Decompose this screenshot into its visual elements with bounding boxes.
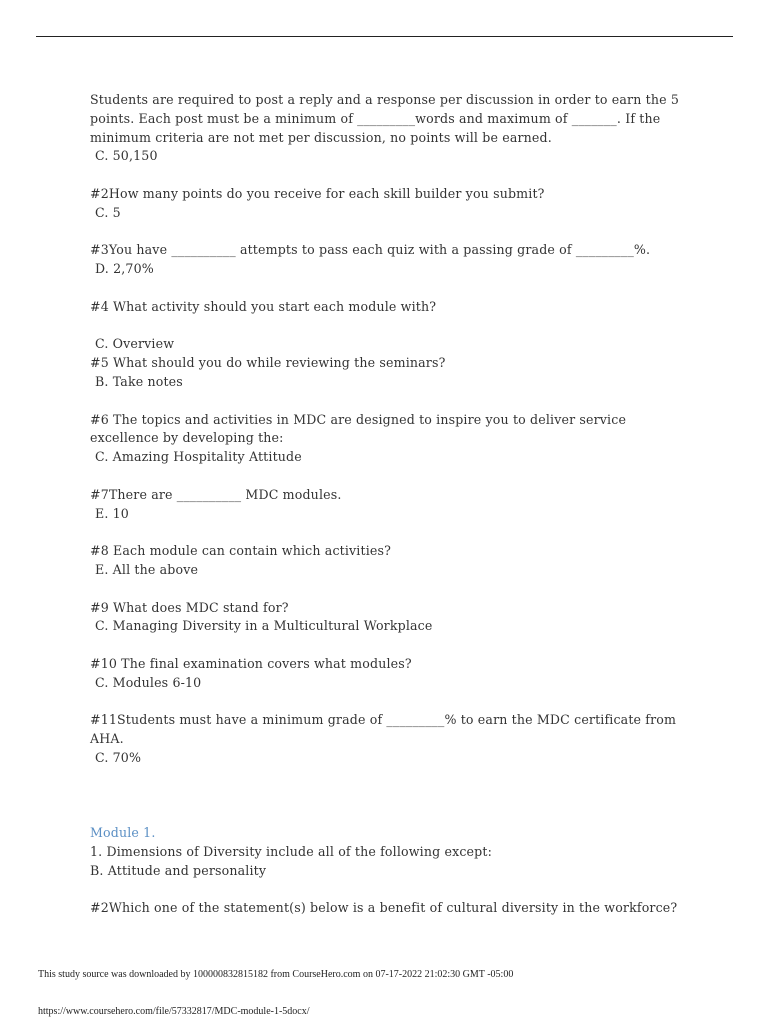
question-6-line-1: #6 The topics and activities in MDC are designed to inspire you to deliver service — [90, 411, 627, 427]
question-6-line-2: excellence by developing the: — [90, 430, 284, 446]
footer-url-link[interactable]: https://www.coursehero.com/file/57332817/MDC-module-1-5docx/ — [38, 1006, 310, 1017]
question-9: #9 What does MDC stand for? — [90, 599, 289, 615]
question-10: #10 The final examination covers what modules? — [90, 655, 412, 671]
question-7: #7There are __________ MDC modules. — [90, 486, 342, 502]
question-2: #2How many points do you receive for each skill builder you submit? — [90, 185, 545, 201]
intro-line-1: Students are required to post a reply and a response per discussion in order to earn the 5 — [90, 92, 680, 107]
module-1-question-1: 1. Dimensions of Diversity include all of the following except: — [90, 843, 492, 859]
answer-1: C. 50,150 — [95, 148, 158, 164]
answer-6: C. Amazing Hospitality Attitude — [95, 449, 302, 465]
question-11-line-2: AHA. — [90, 731, 124, 747]
module-1-question-2: #2Which one of the statement(s) below is a benefit of cultural diversity in the workforce? — [90, 900, 678, 916]
question-3: #3You have __________ attempts to pass each quiz with a passing grade of _________%. — [90, 242, 651, 258]
question-5: #5 What should you do while reviewing the seminars? — [90, 355, 446, 371]
answer-3: D. 2,70% — [95, 261, 154, 277]
answer-7: E. 10 — [95, 505, 129, 521]
answer-11: C. 70% — [95, 749, 142, 765]
answer-2: C. 5 — [95, 204, 121, 220]
answer-4: C. Overview — [95, 336, 175, 352]
answer-5: B. Take notes — [95, 373, 183, 389]
answer-10: C. Modules 6-10 — [95, 674, 202, 690]
document-body — [90, 91, 690, 918]
footer-source-note: This study source was downloaded by 100000832815182 from CourseHero.com on 07-17-2022 21:02:30 GMT -05:00 — [38, 969, 514, 980]
intro-line-2: points. Each post must be a minimum of _________words and maximum of _______. If the — [90, 110, 661, 126]
module-1-heading: Module 1. — [90, 825, 156, 841]
module-1-answer-1: B. Attitude and personality — [90, 862, 267, 878]
top-divider — [36, 36, 733, 37]
question-11-line-1: #11Students must have a minimum grade of _________% to earn the MDC certificate from — [90, 712, 677, 728]
question-4: #4 What activity should you start each module with? — [90, 298, 437, 314]
answer-8: E. All the above — [95, 561, 199, 577]
answer-9: C. Managing Diversity in a Multicultural Workplace — [95, 618, 433, 634]
question-8: #8 Each module can contain which activities? — [90, 543, 391, 559]
intro-line-3: minimum criteria are not met per discussion, no points will be earned. — [90, 129, 552, 145]
